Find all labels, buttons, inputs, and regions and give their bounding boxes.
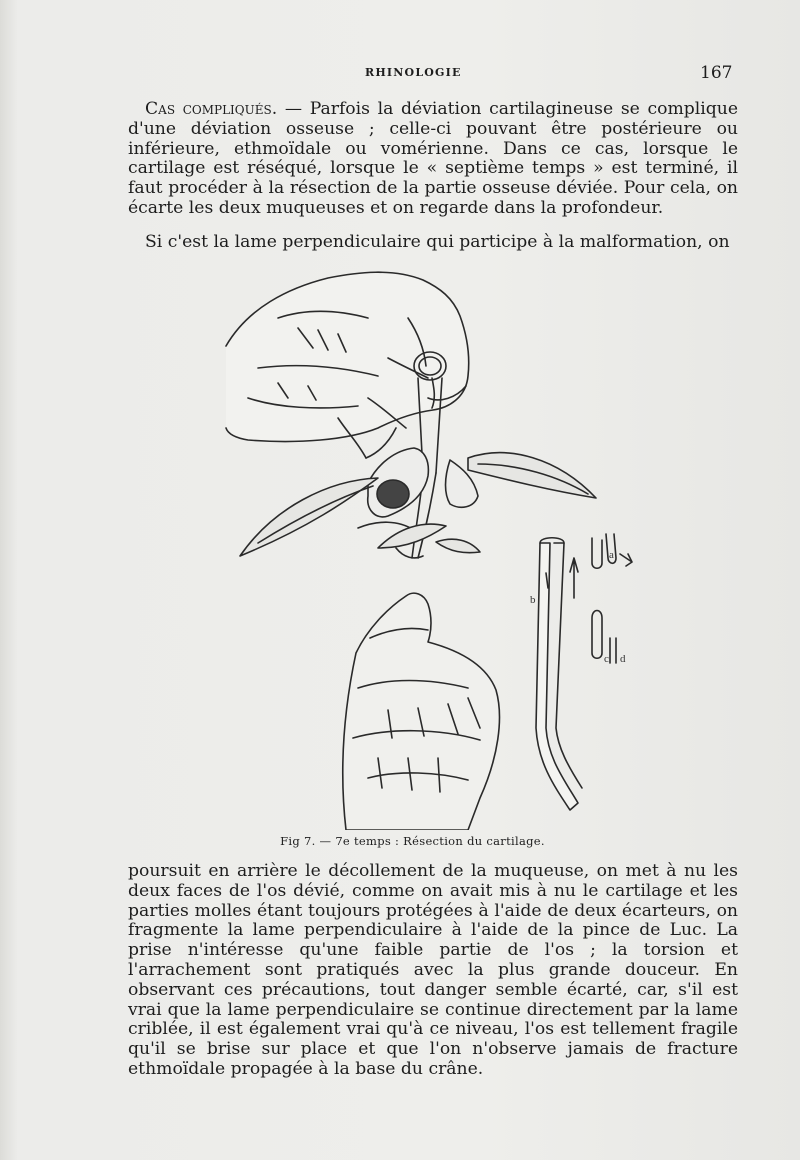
page-header [0, 63, 800, 90]
running-title: RHINOLOGIE [365, 66, 462, 79]
surgical-illustration [218, 258, 638, 830]
paragraph-complicated-cases [128, 100, 738, 219]
figure-label-a: a [609, 549, 614, 561]
left-retractor-blade [240, 478, 378, 556]
lower-hand-drawing [343, 593, 500, 830]
right-retractor-blade [468, 453, 596, 498]
paragraph-perpendicular-plate [128, 233, 738, 253]
figure-label-d: d [620, 653, 626, 665]
page-number: 167 [700, 63, 733, 83]
figure-label-c: c [604, 653, 609, 665]
paragraph-body: — Parfois la déviation cartilagineuse se complique d'une déviation osseuse ; celle-ci pouvant être postérieure ou inférieure, ethmoïdale ou vomérienne. Dans ce cas, lorsque le cartilage est réséqué, lorsque le « septième temps » est terminé, il faut procéder à la résection de la partie osseuse déviée. Pour cela, on écarte les deux muqueuses et on regarde dans la profondeur. [128, 99, 738, 218]
paragraph-continued [128, 862, 738, 1080]
illustration-svg [218, 258, 638, 830]
paragraph-lead: Cas compliqués. [145, 99, 278, 119]
figure-label-b: b [530, 594, 536, 606]
paragraph-body: poursuit en arrière le décollement de la muqueuse, on met à nu les deux faces de l'os dévié, comme on avait mis à nu le cartilage et les parties molles étant toujours protégées à l'aide de deux écarteurs, on fragmente la lame perpendiculaire à l'aide de la pince de Luc. La prise n'intéresse qu'une faible partie de l'os ; la torsion et l'arrachement sont pratiqués avec la plus grande douceur. En observant ces précautions, tout danger semble écarté, car, s'il est vrai que la lame perpendiculaire se continue directement par la lame criblée, il est également vrai qu'à ce niveau, l'os est tellement fragile qu'il se brise sur place et que l'on n'observe jamais de fracture ethmoïdale propagée à la base du crâne. [128, 861, 738, 1079]
upper-hand-drawing [226, 272, 469, 458]
paragraph-body: Si c'est la lame perpendiculaire qui participe à la malformation, on [145, 232, 730, 252]
luc-forceps-drawing [536, 534, 632, 810]
figure-caption: Fig 7. — 7e temps : Résection du cartilage. [280, 834, 545, 848]
